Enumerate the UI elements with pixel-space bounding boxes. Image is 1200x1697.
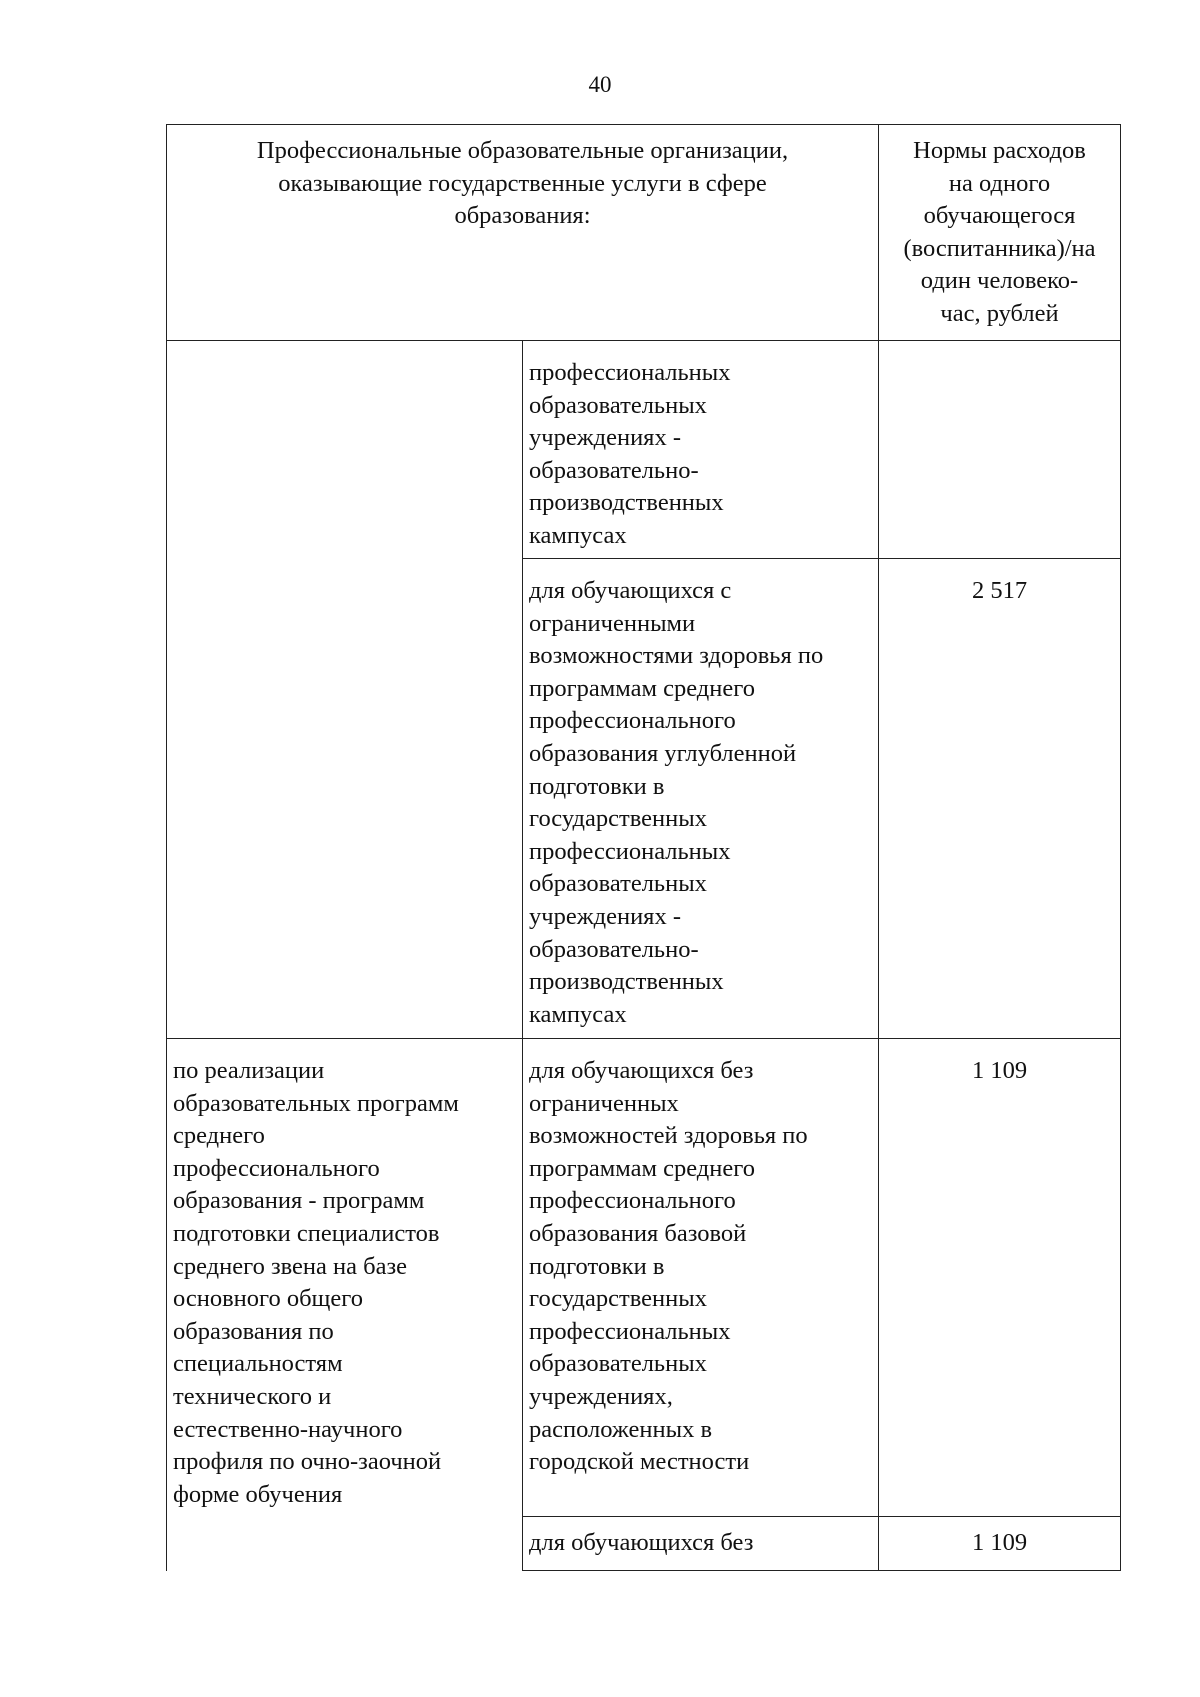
table-row xyxy=(167,341,1121,559)
header-organizations-cell: Профессиональные образовательные организации, оказывающие государственные услуги в сфере образования: xyxy=(167,125,879,341)
value-cell: 1 109 xyxy=(879,1039,1121,1517)
description-cell: для обучающихся без xyxy=(523,1517,879,1571)
description-cell: профессиональных образовательных учреждениях - образовательно- производственных кампусах xyxy=(523,341,879,559)
value-cell: 1 109 xyxy=(879,1517,1121,1571)
description-cell: для обучающихся без ограниченных возможностей здоровья по программам среднего профессионального образования базовой подготовки в государственных профессиональных образовательных учреждениях, расположенных в городской местности xyxy=(523,1039,879,1517)
category-cell-empty xyxy=(167,341,523,1039)
header-norms-cell: Нормы расходов на одного обучающегося (воспитанника)/на один человеко- час, рублей xyxy=(879,125,1121,341)
description-cell: для обучающихся с ограниченными возможностями здоровья по программам среднего профессионального образования углубленной подготовки в государственных профессиональных образовательных учреждениях - образовательно- производственных кампусах xyxy=(523,559,879,1039)
page-number: 40 xyxy=(588,72,612,97)
table-header-row xyxy=(167,125,1121,341)
table-row xyxy=(167,1039,1121,1517)
value-cell xyxy=(879,341,1121,559)
value-cell: 2 517 xyxy=(879,559,1121,1039)
norms-table xyxy=(166,124,1121,1571)
category-cell: по реализации образовательных программ среднего профессионального образования - программ подготовки специалистов среднего звена на базе основного общего образования по специальностям технического и естественно-научного профиля по очно-заочной форме обучения xyxy=(167,1039,523,1571)
